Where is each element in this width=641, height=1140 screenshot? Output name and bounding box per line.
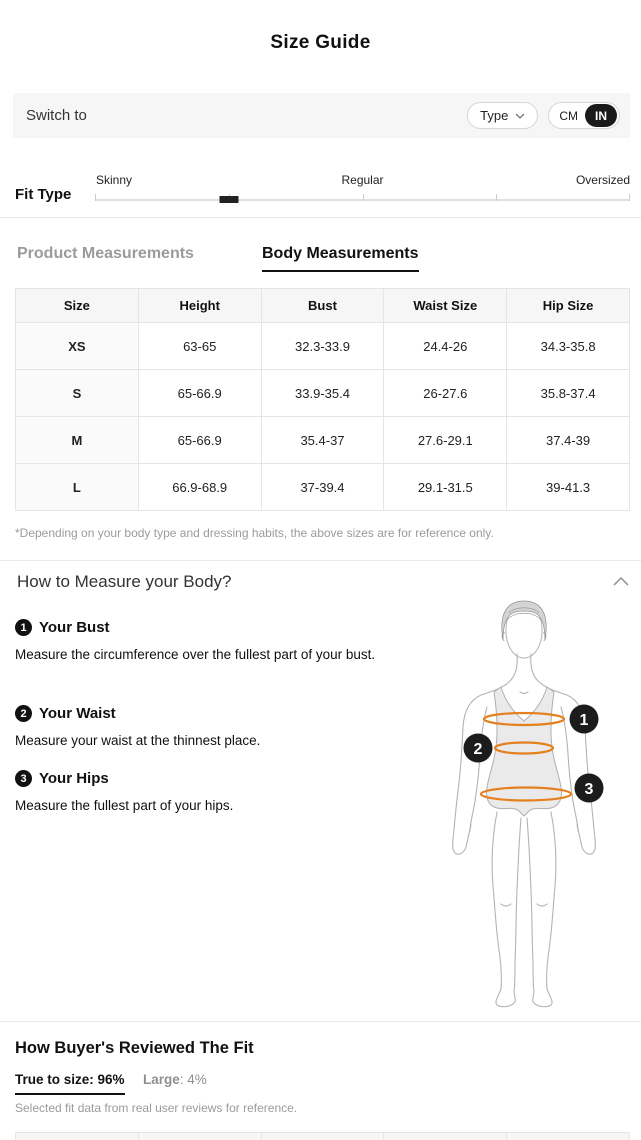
fit-type-track (95, 199, 630, 201)
table-cell: 39-41.3 (507, 464, 630, 511)
number-3-badge: 3 (15, 770, 32, 787)
table-row (16, 323, 630, 370)
unit-toggle[interactable] (548, 102, 620, 129)
measure-item-title: Your Bust (39, 619, 110, 636)
table-cell: 66.9-68.9 (138, 464, 261, 511)
reviews-table-edge (15, 1132, 630, 1140)
fit-option-regular: Regular (341, 173, 384, 187)
track-tick (496, 194, 497, 201)
table-cell: 37-39.4 (261, 464, 384, 511)
table-cell: 35.8-37.4 (507, 370, 630, 417)
table-row (16, 370, 630, 417)
table-cell: 37.4-39 (507, 417, 630, 464)
unit-cm-option[interactable]: CM (559, 108, 578, 123)
divider (0, 1021, 641, 1022)
fit-type-slider (95, 170, 630, 206)
measure-item-bust (15, 619, 387, 665)
col-header-height: Height (138, 289, 261, 323)
track-tick (363, 194, 364, 201)
fit-stat-large[interactable] (143, 1072, 207, 1087)
number-2-badge: 2 (15, 705, 32, 722)
number-1-badge: 1 (15, 619, 32, 636)
table-cell (262, 1133, 385, 1140)
review-note: Selected fit data from real user reviews for reference. (15, 1101, 298, 1115)
figure-badge-2-number: 2 (473, 741, 483, 758)
table-cell (139, 1133, 262, 1140)
measure-item-title: Your Hips (39, 770, 109, 787)
fit-type-label: Fit Type (15, 186, 72, 203)
table-cell: 65-66.9 (138, 417, 261, 464)
fit-option-skinny: Skinny (96, 173, 133, 187)
table-cell: 33.9-35.4 (261, 370, 384, 417)
body-figure-illustration (437, 598, 637, 1010)
table-cell: L (16, 464, 139, 511)
table-header-row (16, 289, 630, 323)
fit-stat-large-label: Large (143, 1072, 180, 1087)
chevron-down-icon (515, 113, 525, 119)
table-cell (384, 1133, 507, 1140)
table-cell: 24.4-26 (384, 323, 507, 370)
track-tick (629, 194, 630, 201)
table-cell: 26-27.6 (384, 370, 507, 417)
table-cell (16, 1133, 139, 1140)
size-table (15, 288, 630, 511)
fit-stat-true-to-size[interactable]: True to size: 96% (15, 1072, 125, 1095)
table-row (16, 417, 630, 464)
figure-badge-3-number: 3 (584, 781, 594, 798)
table-cell: 29.1-31.5 (384, 464, 507, 511)
type-dropdown-label: Type (480, 108, 509, 123)
table-cell: 34.3-35.8 (507, 323, 630, 370)
table-cell: 35.4-37 (261, 417, 384, 464)
table-cell: 63-65 (138, 323, 261, 370)
figure-badge-1-number: 1 (579, 712, 589, 729)
tab-product-measurements[interactable]: Product Measurements (17, 245, 194, 262)
measure-item-title: Your Waist (39, 705, 116, 722)
col-header-waist: Waist Size (384, 289, 507, 323)
col-header-hip: Hip Size (507, 289, 630, 323)
table-cell: 27.6-29.1 (384, 417, 507, 464)
switch-to-label: Switch to (26, 107, 87, 124)
table-row (16, 464, 630, 511)
type-dropdown[interactable] (467, 102, 538, 129)
table-cell: S (16, 370, 139, 417)
divider (0, 560, 641, 561)
how-to-measure-title: How to Measure your Body? (17, 572, 232, 591)
size-table-footnote: *Depending on your body type and dressing habits, the above sizes are for reference only. (15, 526, 494, 540)
table-cell: 65-66.9 (138, 370, 261, 417)
chevron-up-icon[interactable] (612, 574, 630, 588)
table-cell (507, 1133, 629, 1140)
measure-item-desc: Measure the fullest part of your hips. (15, 798, 234, 813)
table-cell: 32.3-33.9 (261, 323, 384, 370)
track-tick (95, 194, 96, 201)
unit-in-option[interactable]: IN (585, 104, 617, 127)
measure-item-desc: Measure your waist at the thinnest place. (15, 733, 261, 748)
switch-bar (13, 93, 630, 138)
review-section-title: How Buyer's Reviewed The Fit (15, 1039, 254, 1057)
divider (0, 217, 641, 218)
table-cell: XS (16, 323, 139, 370)
body-measurement-figure (437, 598, 637, 1010)
fit-type-marker (219, 196, 238, 203)
fit-stat-large-value: : 4% (179, 1072, 207, 1087)
col-header-bust: Bust (261, 289, 384, 323)
table-cell: M (16, 417, 139, 464)
measure-item-waist (15, 705, 387, 751)
tab-body-measurements[interactable]: Body Measurements (262, 245, 419, 272)
measure-item-desc: Measure the circumference over the fullest part of your bust. (15, 647, 376, 662)
fit-option-oversized: Oversized (575, 173, 630, 187)
page-title: Size Guide (270, 32, 371, 53)
measure-item-hips (15, 770, 387, 816)
col-header-size: Size (16, 289, 139, 323)
